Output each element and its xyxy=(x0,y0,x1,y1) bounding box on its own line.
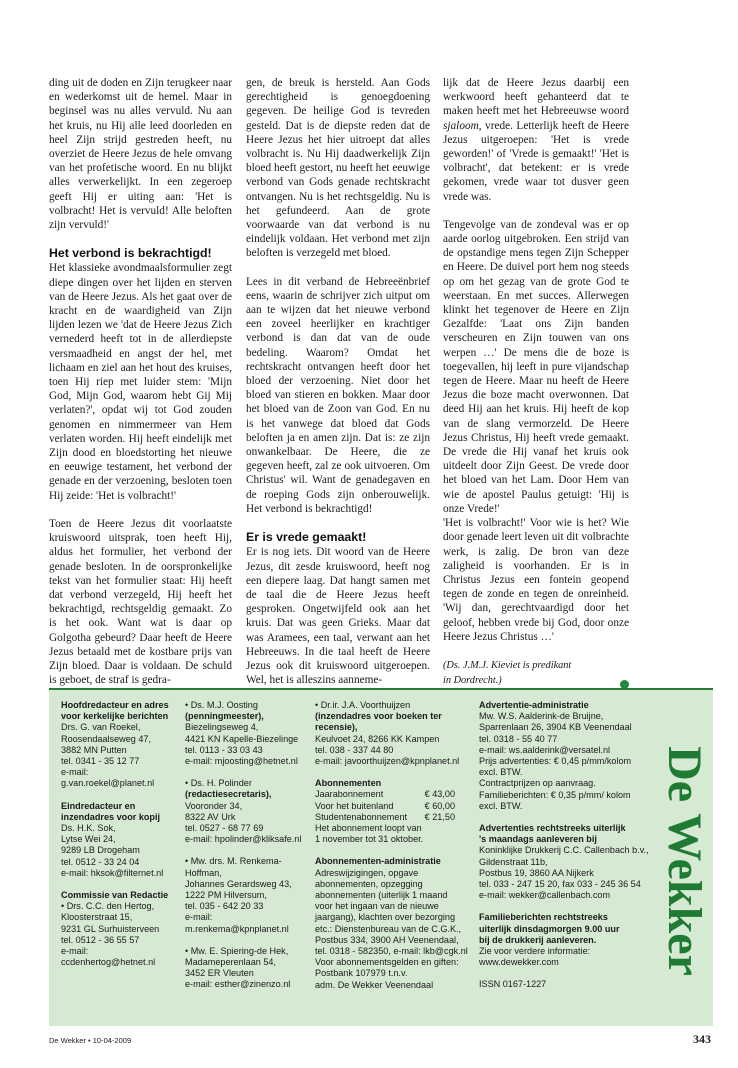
website-link[interactable]: www.dewekker.com xyxy=(479,957,559,968)
text-line: 3882 MN Putten xyxy=(61,744,127,755)
section-heading: Er is vrede gemaakt! xyxy=(246,530,367,545)
text-line: tel. 0113 - 33 03 43 xyxy=(185,744,263,755)
text-line: 3452 ER Vleuten xyxy=(185,968,254,979)
subscriptions-block xyxy=(315,778,475,845)
text-run: , vrede. Letterlijk heeft de Heere Jezus uitgeroepen: 'Het is vrede geworden!' of 'Vrede is gemaakt!' 'Het is volbracht', dat betekent: er is vrede gekomen, vrede waar tot dusver geen vrede was. xyxy=(443,119,629,203)
author-note-line: (Ds. J.M.J. Kieviet is predikant xyxy=(443,659,572,671)
colophon-box xyxy=(49,690,713,1026)
article-column-3 xyxy=(443,76,629,688)
text-line: Madameperenlaan 54, xyxy=(185,957,276,968)
text-line: adm. De Wekker Veenendaal xyxy=(315,979,434,990)
text-line: • Ds. H. Polinder xyxy=(185,778,252,789)
text-line: Kloosterstraat 15, xyxy=(61,912,133,923)
editorial-committee-block xyxy=(61,890,191,968)
text-line: excl. BTW. xyxy=(479,767,523,778)
colophon-column-1 xyxy=(61,700,191,979)
email-line: tel. 0318 - 582350, e-mail: lkb@cgk.nl xyxy=(315,946,468,957)
text-line: Vooronder 34, xyxy=(185,800,243,811)
text-line: Voor abonnementsgelden en giften: xyxy=(315,957,459,968)
text-line: Adreswijzigingen, opgave xyxy=(315,867,419,878)
colophon-column-2 xyxy=(185,700,309,1002)
paragraph xyxy=(443,76,629,204)
editor-in-chief-block xyxy=(61,700,191,790)
text-line: jaargang), klachten over bezorging xyxy=(315,912,456,923)
text-line: tel. 0341 - 35 12 77 xyxy=(61,756,140,767)
rate-label: Voor het buitenland xyxy=(315,800,394,811)
article-column-2 xyxy=(246,76,430,687)
text-line: e-mail: xyxy=(61,946,89,957)
text-line: tel. 035 - 642 20 33 xyxy=(185,901,264,912)
block-heading: 's maandags aanleveren bij xyxy=(479,834,597,845)
text-line: Gildenstraat 11b, xyxy=(479,856,548,867)
text-line: voor het ingaan van de nieuwe xyxy=(315,901,439,912)
text-line: tel. 038 - 337 44 80 xyxy=(315,744,394,755)
text-line: Prijs advertenties: € 0,45 p/mm/kolom xyxy=(479,756,632,767)
text-line: etc.: Dienstenbureau van de C.G.K., xyxy=(315,923,462,934)
text-line: 1222 PM Hilversum, xyxy=(185,890,267,901)
text-line: 9231 GL Surhuisterveen xyxy=(61,923,160,934)
text-line: tel. 0512 - 36 55 57 xyxy=(61,934,140,945)
text-line: Hoffman, xyxy=(185,867,222,878)
block-heading: Eindredacteur en xyxy=(61,800,136,811)
block-heading: Hoofdredacteur en adres xyxy=(61,700,169,710)
text-line: • Dr.ir. J.A. Voorthuijzen xyxy=(315,700,411,710)
block-heading: Abonnementen-administratie xyxy=(315,856,441,867)
role-label: (redactiesecretaris), xyxy=(185,789,272,800)
text-line: • Mw. E. Spiering-de Hek, xyxy=(185,945,289,956)
colophon-column-4 xyxy=(479,700,649,991)
rate-row xyxy=(315,789,455,800)
text-line: 4421 KN Kapelle-Biezelinge xyxy=(185,733,299,744)
logo-wordmark xyxy=(658,702,711,1020)
text-line: e-mail: xyxy=(61,767,89,778)
paragraph: Tengevolge van de zondeval was er op aarde oorlog uitgebroken. Een strijd van de opstandige mens tegen Zijn Schepper en Heere. De duivel port hem nog steeds op om het gezag van de grote God te weerstaan. En met succes. Allerwegen klinkt het tegenover de Heere en Zijn Gezalfde: 'Laat ons Zijn banden verscheuren en Zijn touwen van ons werpen …' De mens die de boze is toegevallen, hij leeft in pure vijandschap tegen de Heere. Maar nu heeft de Heere Jezus die boze macht overwonnen. Dat deed Hij aan het kruis. Hij heeft de kop van de slang vermorzeld. De Heere Jezus Christus, Hij heeft vrede gemaakt. De vrede die Hij vanaf het kruis ook uitdeelt door Zijn Geest. De vrede door het bloed van het Lam. Door Hem van wie de apostel Paulus getuigt: 'Hij is onze Vrede!' xyxy=(443,218,629,515)
rate-price: € 21,50 xyxy=(424,811,455,822)
block-heading: Commissie van Redactie xyxy=(61,890,169,901)
email-line: g.van.roekel@planet.nl xyxy=(61,778,155,789)
committee-member-block xyxy=(185,700,309,767)
text-line: 1 november tot 31 oktober. xyxy=(315,834,424,845)
role-label: recensie), xyxy=(315,722,358,733)
block-heading: voor kerkelijke berichten xyxy=(61,711,169,722)
committee-member-block xyxy=(185,946,309,991)
page-number: 343 xyxy=(693,1032,711,1046)
text-line: • Ds. M.J. Oosting xyxy=(185,700,258,710)
email-line: e-mail: javoorthuijzen@kpnplanet.nl xyxy=(315,756,460,767)
issn-number: ISSN 0167-1227 xyxy=(479,979,547,990)
block-heading: inzendadres voor kopij xyxy=(61,811,161,822)
block-heading: Abonnementen xyxy=(315,778,382,789)
text-line: Roosendaalseweg 47, xyxy=(61,733,151,744)
paragraph: 'Het is volbracht!' Voor wie is het? Wie door genade leert leven uit dit volbrachte werk, is zalig. De bron van deze zaligheid is voorhanden. Er is in Christus Jezus een fontein geopend tegen de zonde en tegen de onreinheid. 'Wij dan, gerechtvaardigd door het geloof, hebben vrede bij God, door onze Heere Jezus Christus …' xyxy=(443,517,629,643)
author-note xyxy=(443,658,629,688)
block-heading: bij de drukkerij aanleveren. xyxy=(479,934,597,945)
text-line: Drs. G. van Roekel, xyxy=(61,722,141,733)
text-line: Ds. H.K. Sok, xyxy=(61,823,116,834)
paragraph: Het klassieke avondmaalsformulier zegt diepe dingen over het lijden en sterven van de Heere Jezus. Als het gaat over de kracht en de waardigheid van Zijn lijden lezen we 'dat de Heere Jezus Zich vernederd heeft tot in de allerdiepste versmaadheid en angst der hel, met lichaam en ziel aan het hout des kruises, toen Hij riep met luider stem: 'Mijn God, Mijn God, waarom hebt Gij Mij verlaten?', opdat wij tot God zouden genomen en nimmermeer van Hem verlaten worden. Hij heeft eindelijk met Zijn dood en bloedstorting het nieuwe en eeuwige testament, het verbond der genade en der verzoening, besloten toen Hij zeide: 'Het is volbracht!' xyxy=(49,262,232,502)
text-line: 9289 LB Drogeham xyxy=(61,845,140,856)
text-line: Koninklijke Drukkerij C.C. Callenbach b.v., xyxy=(479,845,649,856)
logo-text: De Wekker xyxy=(658,746,711,976)
text-line: Postbus 19, 3860 AA Nijkerk xyxy=(479,867,594,878)
text-line: • Mw. drs. M. Renkema- xyxy=(185,856,282,867)
committee-member-block xyxy=(185,778,309,845)
committee-member-block xyxy=(185,856,309,934)
email-line: e-mail: ws.aalderink@versatel.nl xyxy=(479,744,611,755)
text-line: e-mail: xyxy=(185,912,213,923)
text-line: abonnementen (uiterlijk 1 maand xyxy=(315,890,448,901)
email-line: e-mail: esther@zinenzo.nl xyxy=(185,979,291,990)
block-heading: uiterlijk dinsdagmorgen 9.00 uur xyxy=(479,923,620,934)
text-line: excl. BTW. xyxy=(479,800,523,811)
email-line: e-mail: hksok@filternet.nl xyxy=(61,867,164,878)
de-wekker-logo xyxy=(658,702,711,1020)
colophon-column-3 xyxy=(315,700,475,1002)
italic-term: sjaloom xyxy=(443,119,479,132)
text-line: Johannes Gerardsweg 43, xyxy=(185,878,292,889)
ads-delivery-block xyxy=(479,823,649,901)
rate-price: € 43,00 xyxy=(424,789,455,800)
text-line: Sparrenlaan 26, 3904 KB Veenendaal xyxy=(479,722,632,733)
text-line: Zie voor verdere informatie: xyxy=(479,946,591,957)
subscription-admin-block xyxy=(315,856,475,990)
text-line: Contractprijzen op aanvraag. xyxy=(479,778,596,789)
rate-price: € 60,00 xyxy=(424,800,455,811)
text-line: tel. 0318 - 55 40 77 xyxy=(479,733,558,744)
block-heading: Familieberichten rechtstreeks xyxy=(479,912,608,923)
text-line: tel. 033 - 247 15 20, fax 033 - 245 36 54 xyxy=(479,879,641,890)
text-line: Postbank 107979 t.n.v. xyxy=(315,968,408,979)
role-label: (penningmeester), xyxy=(185,711,264,722)
final-editor-block xyxy=(61,801,191,879)
email-line: m.renkema@kpnplanet.nl xyxy=(185,923,289,934)
rate-row xyxy=(315,812,455,823)
rate-label: Studentenabonnement xyxy=(315,811,408,822)
text-line: tel. 0527 - 68 77 69 xyxy=(185,823,264,834)
email-line: e-mail: mjoosting@hetnet.nl xyxy=(185,756,298,767)
section-heading: Het verbond is bekrachtigd! xyxy=(49,246,212,261)
text-line: Het abonnement loopt van xyxy=(315,823,422,834)
text-line: tel. 0512 - 33 24 04 xyxy=(61,856,140,867)
email-line: e-mail: wekker@callenbach.com xyxy=(479,890,611,901)
footer-issue-info: De Wekker • 10-04-2009 xyxy=(49,1036,132,1045)
text-line: abonnementen, opzegging xyxy=(315,878,423,889)
paragraph: Er is nog iets. Dit woord van de Heere Jezus, dit zesde kruiswoord, heeft nog een diepere laag. Dat hangt samen met de taal die de Heere Jezus heeft gesproken. Ongetwijfeld ook aan het kruis. Dat was geen Grieks. Maar dat was Aramees, een taal, verwant aan het Hebreeuws. In die taal heeft de Heere Jezus ook dit kruiswoord uitgeroepen. Wel, het is alleszins aanneme- xyxy=(246,546,430,687)
email-line: e-mail: hpolinder@kliksafe.nl xyxy=(185,834,302,845)
text-line: Lytse Wei 24, xyxy=(61,834,116,845)
rate-row xyxy=(315,801,455,812)
email-line: ccdenhertog@hetnet.nl xyxy=(61,957,156,968)
text-line: 8322 AV Urk xyxy=(185,811,236,822)
author-note-line: in Dordrecht.) xyxy=(443,674,502,686)
committee-member-block xyxy=(315,700,475,767)
text-line: Biezelingseweg 4, xyxy=(185,722,259,733)
article-column-1 xyxy=(49,76,232,687)
paragraph: gen, de breuk is hersteld. Aan Gods gerechtigheid is genoegdoening gegeven. De heilige God is tevreden gesteld. Dat is de diepste reden dat de Heere Jezus het hier uitroept dat alles volbracht is. Nu Hij daadwerkelijk Zijn bloed heeft gestort, nu heeft het eeuwige verbond van Gods genade rechtskracht ontvangen. Nu is het rechtsgeldig. Nu is het gefundeerd. Aan de grote voorwaarde van dat verbond is nu eindelijk voldaan. Het verbond met zijn beloften is verzegeld met bloed. xyxy=(246,77,430,260)
paragraph: Toen de Heere Jezus dit voorlaatste kruiswoord uitsprak, toen heeft Hij, aldus het formulier, het verbond der genade besloten. In de oorspronkelijke tekst van het formulier staat: Hij heeft dat verbond verzegeld, Hij heeft het bekrachtigd, rechtsgeldig gemaakt. Zo is het ook. Want wat is daar op Golgotha gebeurd? Daar heeft de Heere Jezus betaald met de kostbare prijs van Zijn bloed. Daar is voldaan. De schuld is geboet, de straf is gedra- xyxy=(49,517,232,687)
block-heading: Advertenties rechtstreeks uiterlijk xyxy=(479,823,626,834)
rate-label: Jaarabonnement xyxy=(315,789,384,800)
family-notices-block xyxy=(479,912,649,968)
role-label: (inzendadres voor boeken ter xyxy=(315,711,442,722)
text-line: Familieberichten: € 0,35 p/mm/ kolom xyxy=(479,789,631,800)
text-line: • Drs. C.C. den Hertog, xyxy=(61,901,155,912)
text-line: Keulvoet 24, 8266 KK Kampen xyxy=(315,733,440,744)
paragraph: ding uit de doden en Zijn terugkeer naar en wederkomst uit de hemel. Maar in beginsel was nu alles vervuld. Nu aan het kruis, nu Hij alle leed doorleden en heel Zijn strijd gestreden heeft, nu overziet de Heere Jezus de hele omvang van het profetische woord. En nu blijkt alles verwerkelijkt. In een zegeroep geeft Hij er uiting aan: 'Het is volbracht! Het is vervuld! Alle beloften zijn vervuld!' xyxy=(49,77,232,232)
text-line: Mw. W.S. Aalderink-de Bruijne, xyxy=(479,711,604,722)
text-line: Postbus 334, 3900 AH Veenendaal, xyxy=(315,934,459,945)
paragraph: Lees in dit verband de Hebreeënbrief eens, waarin de schrijver zich uitput om aan te wijzen dat het nieuwe verbond een zoveel heerlijker en krachtiger verbond is dan dat van de oude bedeling. Waarom? Omdat het rechtskracht ontvangen heeft door het bloed der verzoening. Niet door het bloed van stieren en bokken. Maar door het bloed van de Zoon van God. En nu is het vanwege dat bloed dat Gods beloften ja en amen zijn. Dat is: ze zijn onwankelbaar. De Heere, die ze gegeven heeft, zal ze ook uitvoeren. Om Christus' wil. Want de genadegaven en de roeping Gods zijn onberouwelijk. Het verbond is bekrachtigd! xyxy=(246,275,430,515)
block-heading: Advertentie-administratie xyxy=(479,700,589,710)
advertising-admin-block xyxy=(479,700,649,812)
text-run: lijk dat de Heere Jezus daarbij een werkwoord heeft gehanteerd dat te maken heeft met het Hebreeuwse woord xyxy=(443,77,629,118)
